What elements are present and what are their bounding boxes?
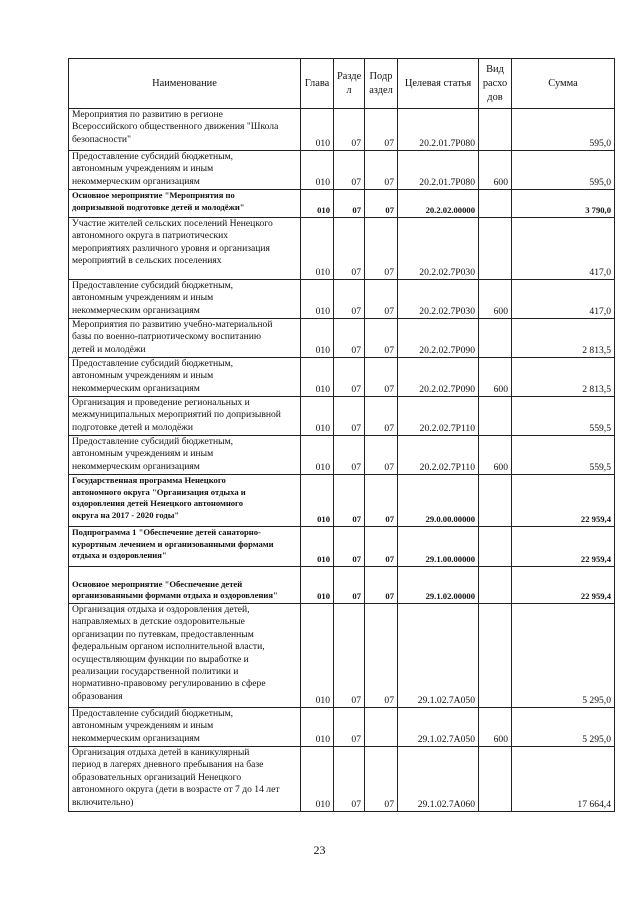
cell-sum: 559,5 bbox=[512, 397, 615, 436]
cell-vid: 600 bbox=[479, 708, 512, 747]
header-name: Наименование bbox=[69, 59, 301, 109]
cell-target: 20.2.02.7Р090 bbox=[398, 358, 479, 397]
cell-vid bbox=[479, 567, 512, 604]
cell-podrazdel: 07 bbox=[365, 151, 398, 190]
cell-vid bbox=[479, 397, 512, 436]
cell-glava: 010 bbox=[301, 567, 334, 604]
cell-target: 20.2.01.7Р080 bbox=[398, 109, 479, 151]
table-header-row bbox=[69, 59, 615, 109]
cell-razdel: 07 bbox=[334, 436, 365, 475]
cell-sum: 22 959,4 bbox=[512, 567, 615, 604]
cell-name: Предоставление субсидий бюджетным, автономным учреждениям и иным некоммерческим организациям bbox=[69, 436, 301, 475]
cell-razdel: 07 bbox=[334, 475, 365, 527]
cell-name: Мероприятия по развитию в регионе Всероссийского общественного движения "Школа безопасности" bbox=[69, 109, 301, 151]
cell-podrazdel: 07 bbox=[365, 527, 398, 567]
header-sum: Сумма bbox=[512, 59, 615, 109]
table-row bbox=[69, 708, 615, 747]
budget-table bbox=[68, 58, 615, 812]
page-number: 23 bbox=[313, 843, 326, 857]
cell-glava: 010 bbox=[301, 358, 334, 397]
cell-target: 29.1.02.7А060 bbox=[398, 747, 479, 812]
cell-razdel: 07 bbox=[334, 109, 365, 151]
cell-sum: 17 664,4 bbox=[512, 747, 615, 812]
cell-razdel: 07 bbox=[334, 604, 365, 708]
header-podrazdel: Подр аздел bbox=[365, 59, 398, 109]
cell-glava: 010 bbox=[301, 397, 334, 436]
cell-glava: 010 bbox=[301, 280, 334, 319]
table-row bbox=[69, 190, 615, 218]
cell-target: 20.2.01.7Р080 bbox=[398, 151, 479, 190]
cell-podrazdel: 07 bbox=[365, 280, 398, 319]
table-row bbox=[69, 567, 615, 604]
cell-glava: 010 bbox=[301, 747, 334, 812]
cell-vid bbox=[479, 527, 512, 567]
cell-name: Основное мероприятие "Обеспечение детей организованными формами отдыха и оздоровления" bbox=[69, 567, 301, 604]
cell-name: Предоставление субсидий бюджетным, автономным учреждениям и иным некоммерческим организациям bbox=[69, 358, 301, 397]
cell-sum: 417,0 bbox=[512, 218, 615, 280]
cell-vid bbox=[479, 190, 512, 218]
cell-razdel: 07 bbox=[334, 747, 365, 812]
cell-target: 20.2.02.7Р030 bbox=[398, 280, 479, 319]
cell-name: Предоставление субсидий бюджетным, автономным учреждениям и иным некоммерческим организациям bbox=[69, 151, 301, 190]
table-row bbox=[69, 747, 615, 812]
cell-name: Мероприятия по развитию учебно-материальной базы по военно-патриотическому воспитанию детей и молодёжи bbox=[69, 319, 301, 358]
cell-podrazdel: 07 bbox=[365, 567, 398, 604]
header-vid: Вид расхо дов bbox=[479, 59, 512, 109]
cell-podrazdel: 07 bbox=[365, 475, 398, 527]
cell-podrazdel: 07 bbox=[365, 218, 398, 280]
cell-target: 20.2.02.7Р110 bbox=[398, 436, 479, 475]
cell-target: 20.2.02.00000 bbox=[398, 190, 479, 218]
cell-sum: 3 790,0 bbox=[512, 190, 615, 218]
table-row bbox=[69, 397, 615, 436]
cell-name: Предоставление субсидий бюджетным, автономным учреждениям и иным некоммерческим организациям bbox=[69, 280, 301, 319]
table-row bbox=[69, 280, 615, 319]
cell-target: 29.1.02.00000 bbox=[398, 567, 479, 604]
cell-razdel: 07 bbox=[334, 218, 365, 280]
cell-podrazdel: 07 bbox=[365, 604, 398, 708]
cell-name: Подпрограмма 1 "Обеспечение детей санаторно- курортным лечением и организованными формами отдыха и оздоровления" bbox=[69, 527, 301, 567]
cell-name: Государственная программа Ненецкого автономного округа "Организация отдыха и оздоровления детей Ненецкого автономного округа на 2017 - 2020 годы" bbox=[69, 475, 301, 527]
cell-glava: 010 bbox=[301, 109, 334, 151]
cell-sum: 5 295,0 bbox=[512, 604, 615, 708]
cell-podrazdel: 07 bbox=[365, 319, 398, 358]
table-row bbox=[69, 604, 615, 708]
cell-vid: 600 bbox=[479, 436, 512, 475]
cell-target: 29.1.02.7А050 bbox=[398, 604, 479, 708]
cell-sum: 2 813,5 bbox=[512, 358, 615, 397]
header-glava: Глава bbox=[301, 59, 334, 109]
cell-vid: 600 bbox=[479, 280, 512, 319]
cell-target: 20.2.02.7Р090 bbox=[398, 319, 479, 358]
cell-name: Организация отдыха и оздоровления детей, направляемых в детские оздоровительные организации по путевкам, предоставленным федеральным органом исполнительной власти, осуществляющим функции по выработке и реализации государственной политики и нормативно-правовому регулированию в сфере образования bbox=[69, 604, 301, 708]
cell-name: Основное мероприятие "Мероприятия по допризывной подготовке детей и молодёжи" bbox=[69, 190, 301, 218]
cell-razdel: 07 bbox=[334, 319, 365, 358]
cell-podrazdel: 07 bbox=[365, 358, 398, 397]
cell-razdel: 07 bbox=[334, 708, 365, 747]
cell-razdel: 07 bbox=[334, 397, 365, 436]
header-razdel: Разде л bbox=[334, 59, 365, 109]
cell-razdel: 07 bbox=[334, 527, 365, 567]
cell-glava: 010 bbox=[301, 151, 334, 190]
cell-glava: 010 bbox=[301, 708, 334, 747]
cell-vid bbox=[479, 604, 512, 708]
cell-podrazdel: 07 bbox=[365, 436, 398, 475]
table-row bbox=[69, 109, 615, 151]
table-row bbox=[69, 527, 615, 567]
cell-name: Организация отдыха детей в каникулярный период в лагерях дневного пребывания на базе образовательных организаций Ненецкого автономного округа (дети в возрасте от 7 до 14 лет включительно) bbox=[69, 747, 301, 812]
cell-target: 20.2.02.7Р110 bbox=[398, 397, 479, 436]
cell-target: 20.2.02.7Р030 bbox=[398, 218, 479, 280]
cell-glava: 010 bbox=[301, 436, 334, 475]
cell-podrazdel: 07 bbox=[365, 109, 398, 151]
cell-sum: 22 959,4 bbox=[512, 475, 615, 527]
cell-glava: 010 bbox=[301, 604, 334, 708]
cell-vid bbox=[479, 319, 512, 358]
cell-glava: 010 bbox=[301, 527, 334, 567]
cell-name: Предоставление субсидий бюджетным, автономным учреждениям и иным некоммерческим организациям bbox=[69, 708, 301, 747]
table-row bbox=[69, 319, 615, 358]
cell-glava: 010 bbox=[301, 319, 334, 358]
cell-glava: 010 bbox=[301, 218, 334, 280]
cell-razdel: 07 bbox=[334, 280, 365, 319]
cell-razdel: 07 bbox=[334, 567, 365, 604]
table-row bbox=[69, 358, 615, 397]
table-row bbox=[69, 475, 615, 527]
table-body bbox=[69, 109, 615, 812]
table-row bbox=[69, 151, 615, 190]
cell-glava: 010 bbox=[301, 475, 334, 527]
cell-podrazdel bbox=[365, 708, 398, 747]
cell-name: Организация и проведение региональных и межмуниципальных мероприятий по допризывной подготовке детей и молодёжи bbox=[69, 397, 301, 436]
cell-vid bbox=[479, 109, 512, 151]
cell-vid: 600 bbox=[479, 358, 512, 397]
cell-podrazdel: 07 bbox=[365, 190, 398, 218]
cell-vid bbox=[479, 218, 512, 280]
header-target: Целевая статья bbox=[398, 59, 479, 109]
cell-vid bbox=[479, 747, 512, 812]
cell-target: 29.1.02.7А050 bbox=[398, 708, 479, 747]
cell-razdel: 07 bbox=[334, 358, 365, 397]
cell-sum: 417,0 bbox=[512, 280, 615, 319]
cell-sum: 2 813,5 bbox=[512, 319, 615, 358]
cell-sum: 559,5 bbox=[512, 436, 615, 475]
cell-name: Участие жителей сельских поселений Ненецкого автономного округа в патриотических мероприятиях различного уровня и организация мероприятий в сельских поселениях bbox=[69, 218, 301, 280]
cell-sum: 595,0 bbox=[512, 109, 615, 151]
cell-vid bbox=[479, 475, 512, 527]
cell-razdel: 07 bbox=[334, 151, 365, 190]
table-row bbox=[69, 436, 615, 475]
cell-sum: 5 295,0 bbox=[512, 708, 615, 747]
cell-vid: 600 bbox=[479, 151, 512, 190]
cell-glava: 010 bbox=[301, 190, 334, 218]
cell-sum: 595,0 bbox=[512, 151, 615, 190]
cell-sum: 22 959,4 bbox=[512, 527, 615, 567]
cell-podrazdel: 07 bbox=[365, 747, 398, 812]
cell-target: 29.1.00.00000 bbox=[398, 527, 479, 567]
table-row bbox=[69, 218, 615, 280]
cell-target: 29.0.00.00000 bbox=[398, 475, 479, 527]
cell-razdel: 07 bbox=[334, 190, 365, 218]
cell-podrazdel: 07 bbox=[365, 397, 398, 436]
